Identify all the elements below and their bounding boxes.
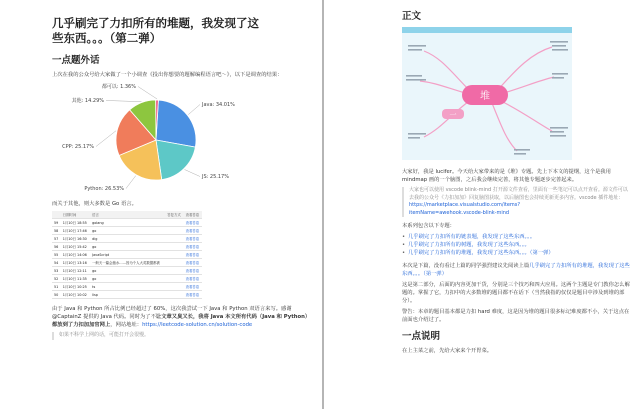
language-pie-chart xyxy=(52,82,252,194)
pie-slice-Java xyxy=(156,100,196,147)
table-header-cell: 查看答卷 xyxy=(184,211,202,219)
pie-leader-line xyxy=(126,176,136,189)
mindmap-leaf xyxy=(550,127,568,129)
table-cell: 54 xyxy=(52,259,61,267)
table-row xyxy=(52,275,202,283)
pie-label: 其他: 14.29% xyxy=(71,98,104,104)
table-cell: go xyxy=(90,243,165,251)
mindmap-leaf xyxy=(406,79,426,81)
mindmap-leaf xyxy=(550,41,568,43)
table-cell xyxy=(165,291,183,299)
mindmap-leaf xyxy=(514,153,526,155)
appetizer-paragraph: 在上主菜之前，先给大家来个开胃菜。 xyxy=(402,348,493,354)
mindmap-svg xyxy=(402,33,572,160)
body-paragraph xyxy=(52,305,310,329)
quote-text: 大家也可以使用 vscode blink-mind 打开源文件查看，里面有一些笔记可以点开查看。源文件可以去我的公众号《力扣加加》回复脑图获取，以后脑图也会持续更新更多内容。vscode 插件地址： xyxy=(409,187,628,201)
series-item xyxy=(402,233,630,241)
table-cell xyxy=(165,235,183,243)
table-cell: go xyxy=(90,267,165,275)
table-row xyxy=(52,259,202,267)
mindmap-center-label: 堆 xyxy=(480,91,490,102)
table-cell: go xyxy=(90,227,165,235)
prev-part-text: 本次是下篇，没有看过上篇的同学强烈建议先阅读上篇 xyxy=(402,263,530,269)
view-answer-link[interactable]: 查看答卷 xyxy=(184,267,202,275)
table-cell: 1月10日 17:46 xyxy=(61,227,90,235)
table-header-cell: 语言 xyxy=(90,211,165,219)
pie-label: Python: 26.53% xyxy=(84,186,124,192)
view-answer-link[interactable]: 查看答卷 xyxy=(184,251,202,259)
pie-leader-line xyxy=(138,87,157,100)
pie-chart-svg xyxy=(52,82,252,194)
table-cell: 1月10日 11:35 xyxy=(61,275,90,283)
table-cell: 1月10日 18:55 xyxy=(61,219,90,227)
right-page xyxy=(324,0,640,409)
table-cell xyxy=(165,267,183,275)
mindmap-leaf xyxy=(552,45,566,47)
section-heading-aside: 一点题外话 xyxy=(52,55,100,66)
pie-label: Java: 34.01% xyxy=(202,102,235,108)
table-cell: 58 xyxy=(52,227,61,235)
vscode-plugin-link-a[interactable]: https://marketplace.visualstudio.com/items? xyxy=(409,202,521,208)
table-cell: 56 xyxy=(52,243,61,251)
heap-mindmap-image xyxy=(402,27,572,160)
mindmap-leaf xyxy=(408,45,426,47)
table-cell: 1月10日 10:02 xyxy=(61,291,90,299)
mindmap-leaf xyxy=(408,137,420,139)
pie-leader-line xyxy=(96,131,116,147)
series-link-linked-list[interactable]: 几乎刷完了力扣所有的链表题，我发现了这些东西。。。 xyxy=(408,234,536,240)
intro-paragraph: 上次在我的公众号给大家做了一个小调查《投出你想要的题解编程语言吧～》，以下是调查的结果： xyxy=(52,72,283,78)
table-cell xyxy=(165,219,183,227)
mindmap-branch xyxy=(497,99,552,131)
intro-paragraph-right: 大家好，我是 lucifer。今天给大家带来的是《堆》专题。先上下本文的提纲，这个是我用 mindmap 画的一个脑图，之后我会继续完善，将其他专题逐步完善起来。 xyxy=(402,169,611,183)
prev-part-link[interactable]: 几乎刷完了力扣所有的堆题，我发现了这些东西。。。（第一弹） xyxy=(402,263,630,277)
series-intro: 本系列包含以下专题： xyxy=(402,223,455,229)
table-header-cell xyxy=(52,211,61,219)
warning-paragraph: 警告：本章的题目基本都是力扣 hard 难度，这是因为堆的题目很多标记难度都不小，关于这点在前面也介绍过了。 xyxy=(402,309,630,323)
part-two-paragraph: 这是第二部分，后面的内容更加干货，分别是三个技巧和四大应用。这两个主题是专门教你怎么解题的。掌握了它，力扣中的大多数堆的题目都不在话下（当然我指的仅仅是题目中涉及到堆的部分）。 xyxy=(402,282,630,304)
pie-leader-line xyxy=(106,101,141,102)
series-item xyxy=(402,249,630,257)
table-row xyxy=(52,243,202,251)
view-answer-link[interactable]: 查看答卷 xyxy=(184,283,202,291)
table-cell: lisp xyxy=(90,291,165,299)
table-cell: JavaScript xyxy=(90,251,165,259)
page-title xyxy=(52,16,310,46)
pie-slice-JS xyxy=(156,140,195,180)
series-link-heap-part1[interactable]: 几乎刷完了力扣所有的堆题，我发现了这些东西。。。（第一弹） xyxy=(408,250,554,256)
table-row xyxy=(52,251,202,259)
view-answer-link[interactable]: 查看答卷 xyxy=(184,243,202,251)
mindmap-leaf xyxy=(550,135,566,137)
table-cell xyxy=(165,275,183,283)
table-header-cell: 日期时间 xyxy=(61,211,90,219)
pie-label: JS: 25.17% xyxy=(202,174,229,180)
table-row xyxy=(52,267,202,275)
table-cell: 57 xyxy=(52,235,61,243)
table-cell xyxy=(165,251,183,259)
mindmap-branch xyxy=(497,47,552,91)
vscode-quote xyxy=(402,187,630,217)
mindmap-leaf xyxy=(552,77,564,79)
view-answer-link[interactable]: 查看答卷 xyxy=(184,235,202,243)
mindmap-side-label: 一 xyxy=(449,111,457,119)
table-row xyxy=(52,219,202,227)
section-heading-note: 一点说明 xyxy=(402,331,441,342)
table-cell: 1月10日 15:42 xyxy=(61,243,90,251)
table-cell: 1月10日 12:11 xyxy=(61,267,90,275)
note-quote xyxy=(52,332,310,340)
table-header-row xyxy=(52,211,202,219)
table-cell xyxy=(165,283,183,291)
view-answer-link[interactable]: 查看答卷 xyxy=(184,259,202,267)
solution-site-link[interactable]: https://leetcode-solution.cn/solution-code xyxy=(142,322,253,328)
table-row xyxy=(52,291,202,299)
view-answer-link[interactable]: 查看答卷 xyxy=(184,227,202,235)
series-item xyxy=(402,241,630,249)
table-cell: go xyxy=(90,275,165,283)
title-line-2: 些东西。。。（第二弹） xyxy=(52,31,162,45)
pie-label: 都可以: 1.36% xyxy=(101,84,136,90)
pie-leader-line xyxy=(184,169,200,176)
body-text-a: 由于 Java 和 Python 所占比例已经超过了 60%，这次我尝试一下 Java 和 Python 双语言来写。感谢 @CaptainZ 提供的 Java 代码。同时为了不 xyxy=(52,306,292,320)
table-cell: 51 xyxy=(52,283,61,291)
table-cell xyxy=(165,259,183,267)
mindmap-leaf xyxy=(550,131,564,133)
table-cell: ts xyxy=(90,283,165,291)
survey-table xyxy=(52,211,202,299)
series-list xyxy=(402,233,630,257)
mindmap-leaf xyxy=(552,73,568,75)
mindmap-leaf xyxy=(514,149,530,151)
mindmap-branch xyxy=(492,103,517,151)
table-cell xyxy=(165,227,183,235)
table-row xyxy=(52,283,202,291)
view-answer-link[interactable]: 查看答卷 xyxy=(184,219,202,227)
vscode-plugin-link-b[interactable]: itemName=awehook.vscode-blink-mind xyxy=(409,209,510,216)
mindmap-branch xyxy=(424,51,472,93)
table-cell: 55 xyxy=(52,251,61,259)
mindmap-leaf xyxy=(552,49,568,51)
table-cell: 一般天一篇会缩水……因为个人大英数据都被 xyxy=(90,259,165,267)
table-cell: 1月10日 16:30 xyxy=(61,235,90,243)
prev-part-paragraph xyxy=(402,262,630,278)
table-row xyxy=(52,235,202,243)
table-cell: 50 xyxy=(52,291,61,299)
table-header-cell: 答复方式 xyxy=(165,211,183,219)
pie-leader-line xyxy=(188,105,200,115)
mindmap-leaf xyxy=(406,75,422,77)
body-text-bold: 让文章又臭又长，我将 Java 本文所有代码（Java 和 Python）都放到了力扣加加官网上 xyxy=(52,314,308,328)
body-text-c: ，网站地址： xyxy=(110,322,143,328)
table-cell: 1月10日 10:25 xyxy=(61,283,90,291)
table-cell: 53 xyxy=(52,267,61,275)
mindmap-leaf xyxy=(408,133,426,135)
view-answer-link[interactable]: 查看答卷 xyxy=(184,275,202,283)
view-answer-link[interactable]: 查看答卷 xyxy=(184,291,202,299)
series-link-tree[interactable]: 几乎刷完了力扣所有的树题，我发现了这些东西。。。 xyxy=(408,242,530,248)
table-cell: 52 xyxy=(52,275,61,283)
table-cell: dig xyxy=(90,235,165,243)
table-row xyxy=(52,227,202,235)
table-cell: golang xyxy=(90,219,165,227)
table-cell: 1月10日 13:16 xyxy=(61,259,90,267)
note-text: 如果不科学上网的话，可能打开会很慢。 xyxy=(59,332,150,338)
table-body xyxy=(52,219,202,299)
after-chart-paragraph: 而关于其他，则大多数是 Go 语言。 xyxy=(52,201,137,207)
title-line-1: 几乎刷完了力扣所有的堆题，我发现了这 xyxy=(52,16,259,30)
mindmap-leaf xyxy=(408,49,422,51)
table-cell: 59 xyxy=(52,219,61,227)
table-cell: 1月10日 14:06 xyxy=(61,251,90,259)
section-heading-main: 正文 xyxy=(402,11,422,22)
table-cell xyxy=(165,243,183,251)
pie-label: CPP: 25.17% xyxy=(62,144,94,150)
